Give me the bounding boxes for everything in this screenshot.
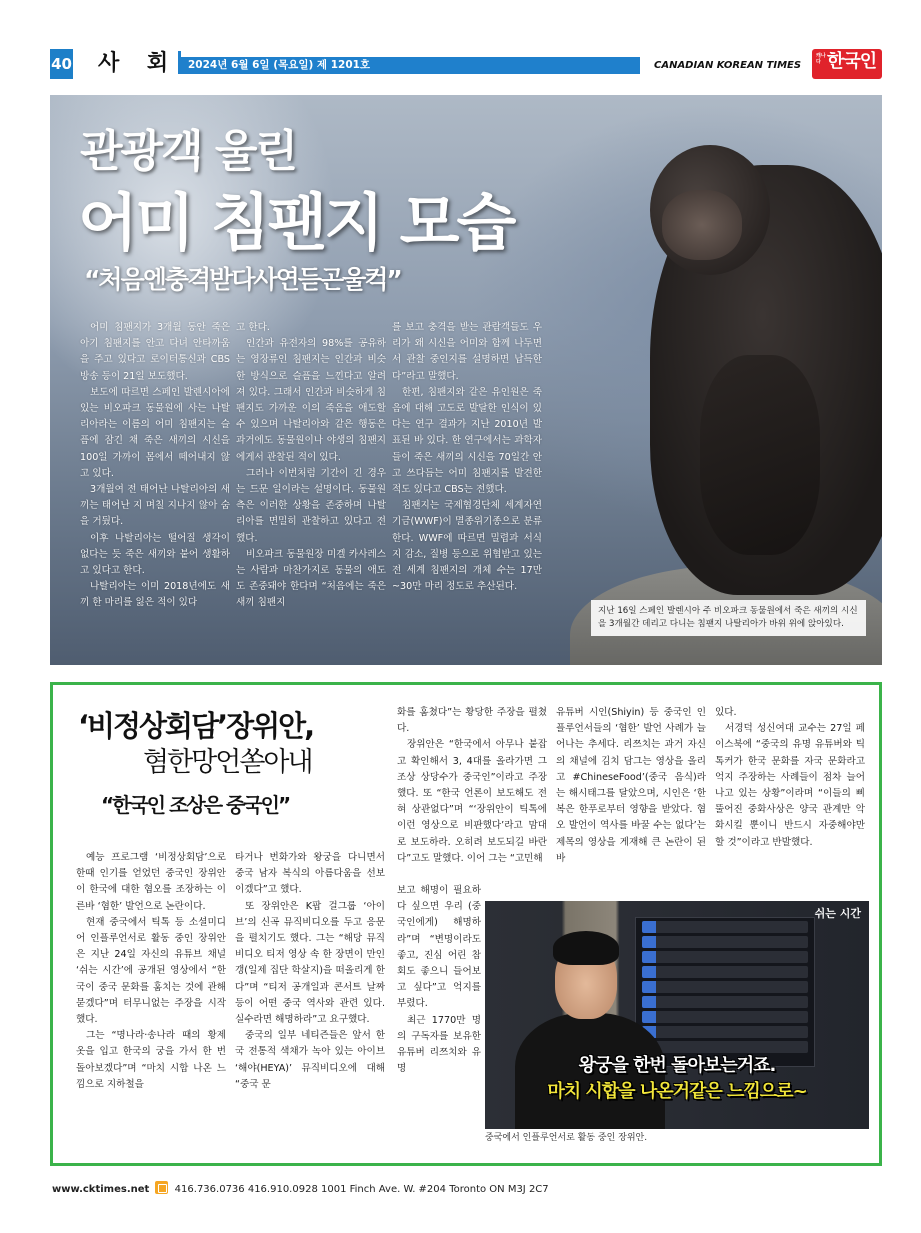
- logo-small-text: 캐나다: [816, 53, 826, 65]
- chimpanzee-article: [50, 95, 882, 665]
- paragraph: 비오파크 동물원장 미겔 카사레스는 사람과 마찬가지로 동물의 애도도 존중돼야 한다며 “처음에는 죽은 새끼 침팬지: [236, 548, 386, 609]
- paragraph: 그는 “명나라·송나라 때의 황제 옷을 입고 한국의 궁을 가서 한 번 돌아보겠다”며 “마치 시합 나온 느낌으로 지하철을: [76, 1030, 226, 1090]
- paragraph: 인간과 유전자의 98%를 공유하는 영장류인 침팬지는 인간과 비슷한 방식으로 슬픔을 느낀다고 알려져 있다. 그래서 인간과 비슷하게 침팬지도 가까운 이의 죽음을 애도할 수 있으며 나탈리아와 같은 행동은 과거에도 동물원이나 야생의 침팬지에게서 관찰된 적이 있다.: [236, 338, 386, 463]
- chimpanzee-arm: [700, 355, 820, 555]
- video-screenshot: [485, 901, 869, 1129]
- photo-caption: 중국에서 인플루언서로 활동 중인 장위안.: [485, 1133, 648, 1143]
- paragraph: 한편, 침팬지와 같은 유인원은 죽음에 대해 고도로 발달한 인식이 있다는 연구 결과가 지난 2010년 발표된 바 있다. 한 연구에서는 과학자들이 죽은 새끼의 시신을 70일간 안고 쓰다듬는 어미 침팬지를 발견한 적도 있다고 CBS는 전했다.: [392, 386, 542, 496]
- article-column-2: [235, 850, 385, 1093]
- article-column-3: [397, 705, 547, 867]
- phone-icon: [155, 1181, 168, 1194]
- headline-subtitle: “한국인 조상은 중국인”: [101, 793, 290, 817]
- article-column-1: [76, 850, 226, 1093]
- channel-label: 쉬는 시간: [814, 907, 861, 920]
- page-number: 40: [50, 49, 73, 79]
- article-column-2: [236, 320, 386, 612]
- newspaper-logo: [812, 49, 882, 79]
- paragraph: 현재 중국에서 틱톡 등 소셜미디어 인플루언서로 활동 중인 장위안은 지난 24일 자신의 유튜브 채널 ‘쉬는 시간’에 공개된 영상에서 “한국이 중국 문화를 훔치는 것에 관해 묻겠다”며 터무니없는 주장을 시작했다.: [76, 916, 226, 1026]
- paragraph: 보도에 따르면 스페인 발렌시아에 있는 비오파크 동물원에 사는 나탈리아라는 이름의 어미 침팬지는 슬픔에 잠긴 채 죽은 새끼의 시신을 100일 가까이 몸에서 떼어내지 않고 있다.: [80, 386, 230, 479]
- section-title: 사 회: [98, 51, 179, 76]
- paragraph: 그러나 이번처럼 기간이 긴 경우는 드문 일이라는 설명이다. 동물원 측은 이러한 상황을 존중하며 나탈리아를 면밀히 관찰하고 있다고 전했다.: [236, 467, 386, 544]
- paragraph: 유튜버 시인(Shiyin) 등 중국인 인플루언서들의 ‘혐한’ 발언 사례가 늘어나는 추세다. 리쯔치는 과거 자신의 채널에 김치 담그는 영상을 올리고 #ChineseFood’(중국 음식)라는 해시태그를 달았으며, 시인은 ‘한복은 한푸로부터 영향을 받았다. 혐오 발언이 역사를 바꿀 수는 없다’는 제목의 영상을 게재해 큰 논란이 된 바: [556, 707, 706, 864]
- article-column-5: [715, 705, 865, 851]
- chat-row: [642, 921, 808, 933]
- paragraph: 서경덕 성신여대 교수는 27일 페이스북에 “중국의 유명 유튜버와 틱톡커가 한국 문화를 자국 문화라고 억지 주장하는 사례들이 점차 늘어나고 있는 상황”이라며 “이들의 삐뚤어진 중화사상은 양국 관계만 악화시킬 뿐이니 반드시 자중해야만 할 것”이라고 반발했다.: [715, 723, 865, 848]
- headline-line1: ‘비정상회담’장위안,: [78, 709, 314, 743]
- paragraph: 화를 훔쳤다”는 황당한 주장을 펼쳤다.: [397, 707, 547, 735]
- paragraph: 어미 침팬지가 3개월 동안 죽은 아기 침팬지를 안고 다녀 안타까움을 주고 있다고 로이터통신과 CBS 방송 등이 21일 보도했다.: [80, 322, 230, 382]
- paragraph: 침팬지는 국제협경단체 세계자연기금(WWF)이 멸종위기종으로 분류한다. WWF에 따르면 밀렵과 서식지 감소, 질병 등으로 위협받고 있는 전 세계 침팬지의 개체 수는 17만~30만 마리 정도로 추산된다.: [392, 500, 542, 593]
- photo-caption: 지난 16일 스페인 발렌시아 주 비오파크 동물원에서 죽은 새끼의 시신을 3개월간 데리고 다니는 침팬지 나탈리아가 바위 위에 앉아있다.: [591, 600, 866, 636]
- paragraph: 이후 나탈리아는 떨어질 생각이 없다는 듯 죽은 새끼와 붙어 생활하고 있다고 한다.: [80, 532, 230, 577]
- headline-line1: 관광객 울린: [80, 126, 296, 177]
- contact-info: 416.736.0736 416.910.0928 1001 Finch Ave. W. #204 Toronto ON M3J 2C7: [174, 1184, 549, 1195]
- article-column-1: [80, 320, 230, 612]
- website-link[interactable]: www.cktimes.net: [52, 1184, 150, 1195]
- issue-date-bar: 2024년 6월 6일 (목요일) 제 1201호: [178, 57, 640, 74]
- paragraph: 장위안은 “한국에서 아무나 붙잡고 확인해서 3, 4대를 올라가면 그 조상 상당수가 중국인”이라고 주장했다. 또 “한국 언론이 보도해도 전혀 상관없다”며 “‘장위안이 틱톡에 이런 영상으로 비판했다’라고 맘대로 보도하라. 오히려 보도되길 바란다”고도 말했다. 이어 그는 “고민해: [397, 739, 547, 864]
- chat-row: [642, 936, 808, 948]
- chat-row: [642, 1011, 808, 1023]
- chat-row: [642, 966, 808, 978]
- chat-row: [642, 1041, 808, 1053]
- headline-subtitle: “처음엔충격받다사연듣곤울컥”: [84, 265, 401, 294]
- chat-row: [642, 996, 808, 1008]
- paragraph: 예능 프로그램 ‘비정상회담’으로 한때 인기를 얻었던 중국인 장위안이 한국에 대한 혐오를 조장하는 이른바 ‘혐한’ 발언으로 논란이다.: [76, 852, 226, 912]
- chimpanzee-face: [662, 190, 742, 260]
- headline-line2: 어미 침팬지 모습: [78, 186, 514, 259]
- paper-name: CANADIAN KOREAN TIMES: [654, 60, 802, 71]
- headline-line2: 혐한망언쏟아내: [143, 747, 312, 778]
- footer: [52, 1181, 549, 1198]
- chat-row: [642, 981, 808, 993]
- chat-panel: [635, 917, 815, 1067]
- video-subtitle-1: 왕궁을 한번 돌아보는거죠.: [578, 1055, 776, 1076]
- article-column-4: [556, 705, 706, 867]
- zhang-yuan-article: [50, 682, 882, 1166]
- video-subtitle-2: 마치 시합을 나온거같은 느낌으로~: [547, 1081, 807, 1102]
- paragraph: 고 한다.: [236, 322, 270, 333]
- paragraph: 있다.: [715, 707, 737, 718]
- article-column-3: [392, 320, 542, 595]
- paragraph: 3개월여 전 태어난 나탈리아의 새끼는 태어난 지 며칠 지나지 않아 숨을 거뒀다.: [80, 484, 230, 528]
- paragraph: 나탈리아는 이미 2018년에도 새끼 한 마리를 잃은 적이 있다: [80, 581, 230, 609]
- article-column-3-continued: [397, 883, 481, 1077]
- paragraph: 또 장위안은 K팝 걸그룹 ‘아이브’의 신곡 뮤직비디오를 두고 응문을 펼치기도 했다. 그는 “해당 뮤직비디오 티저 영상 속 한 장면이 만인갱(일제 집단 학살지)을 떠올리게 한다”며 “티저 공개일과 콘서트 날짜 등이 어떤 중국 역사와 관련 있다. 실수라면 해명하라”고 요구했다.: [235, 900, 385, 1026]
- paragraph: 보고 해명이 필요하다 싶으면 우리 (중국인에게) 해명하라”며 “변명이라도 좋고, 진심 어린 참회도 좋으니 들어보고 싶다”고 억지를 부렸다.: [397, 885, 481, 1010]
- paragraph: 최근 1770만 명의 구독자를 보유한 유튜버 리쯔치와 유명: [397, 1014, 481, 1075]
- chat-row: [642, 951, 808, 963]
- person-hair: [553, 931, 619, 965]
- paragraph: 중국의 일부 네티즌들은 앞서 한국 전통적 색채가 녹아 있는 아이브 ‘해야(HEYA)’ 뮤직비디오에 대해 “중국 문: [235, 1030, 385, 1090]
- paragraph: 타거나 번화가와 왕궁을 다니면서 중국 남자 복식의 아름다움을 선보이겠다”고 했다.: [235, 852, 385, 896]
- paragraph: 를 보고 충격을 받는 관람객들도 우리가 왜 시신을 어미와 함께 나두면서 관찰 중인지를 설명하면 납득한다”라고 말했다.: [392, 322, 542, 382]
- chat-row: [642, 1026, 808, 1038]
- logo-main-text: 한국인: [827, 51, 877, 72]
